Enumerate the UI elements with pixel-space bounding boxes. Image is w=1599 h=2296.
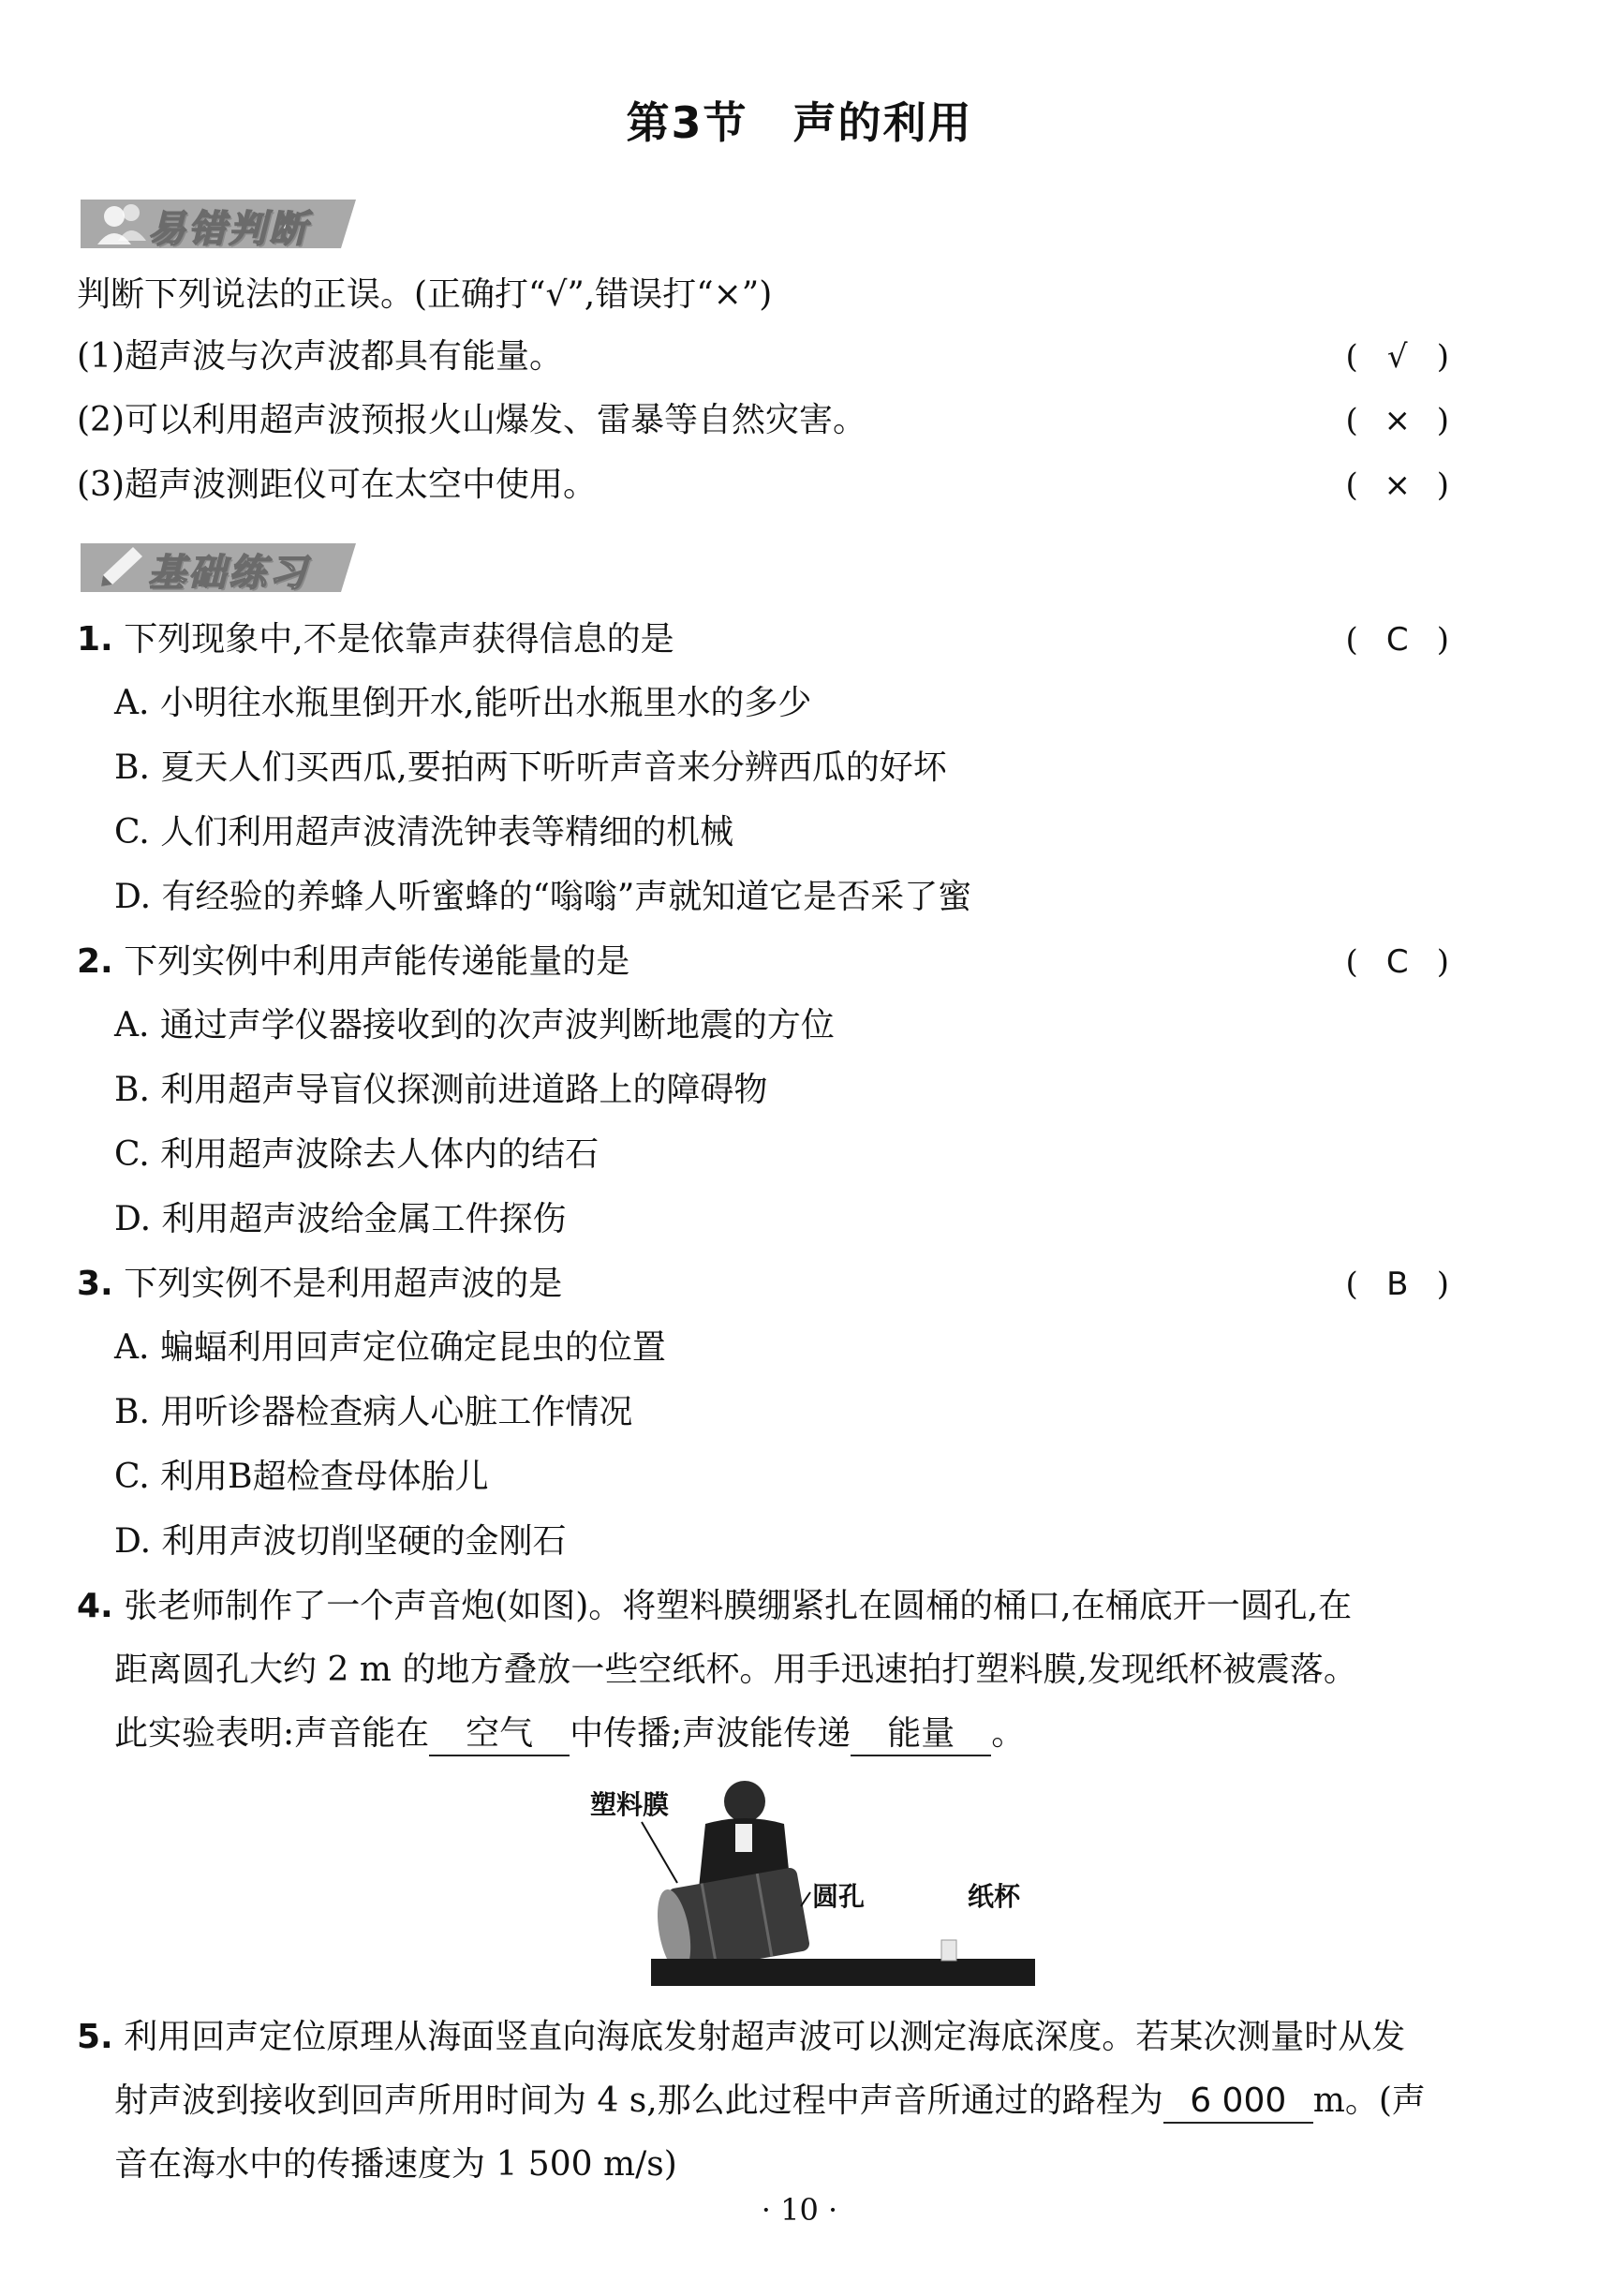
section-banner-basic-practice: [75, 536, 375, 600]
option-a: A. 通过声学仪器接收到的次声波判断地震的方位: [114, 1006, 835, 1044]
label-round-hole: 圆孔: [812, 1881, 866, 1912]
answer-bracket: ( × ): [1345, 462, 1449, 509]
judgement-instructions: 判断下列说法的正误。(正确打“√”,错误打“×”): [77, 275, 773, 314]
option-c: C. 利用超声波除去人体内的结石: [114, 1135, 600, 1174]
question-text: 张老师制作了一个声音炮(如图)。将塑料膜绷紧扎在圆桶的桶口,在桶底开一圆孔,在: [124, 1587, 1353, 1625]
label-paper-cup: 纸杯: [968, 1881, 1021, 1912]
question-number: 5.: [77, 2018, 113, 2056]
page-number: · 10 ·: [761, 2192, 838, 2228]
question-2: [77, 939, 1524, 985]
banner-title: 易错判断: [148, 208, 309, 251]
question-number: 2.: [77, 942, 113, 981]
option-b: B. 夏天人们买西瓜,要拍两下听听声音来分辨西瓜的好坏: [114, 748, 947, 787]
judgement-item-text: (1)超声波与次声波都具有能量。: [77, 337, 563, 376]
judgement-item-2: [77, 397, 1524, 444]
option-a: A. 蝙蝠利用回声定位确定昆虫的位置: [114, 1328, 666, 1367]
question-4-line-2: 距离圆孔大约 2 m 的地方叠放一些空纸杯。用手迅速拍打塑料膜,发现纸杯被震落。: [114, 1651, 1357, 1689]
fill-blank-distance: 6 000: [1163, 2081, 1313, 2124]
question-3: [77, 1261, 1524, 1308]
fill-blank-1: 空气: [429, 1713, 570, 1756]
option-b: B. 用听诊器检查病人心脏工作情况: [114, 1393, 633, 1431]
option-d: D. 利用声波切削坚硬的金刚石: [114, 1522, 567, 1561]
question-stem: 下列现象中,不是依靠声获得信息的是: [124, 620, 674, 659]
judgement-item-1: [77, 333, 1524, 380]
option-c: C. 人们利用超声波清洗钟表等精细的机械: [114, 813, 734, 852]
question-5-line-2: [114, 2078, 1562, 2125]
answer-bracket: ( C ): [1345, 939, 1449, 985]
fill-blank-2: 能量: [851, 1713, 991, 1756]
answer-choice: C: [1385, 621, 1409, 659]
answer-bracket: ( × ): [1345, 397, 1449, 444]
question-text: 。: [991, 1714, 1026, 1753]
answer-mark: √: [1386, 338, 1408, 376]
option-c: C. 利用B超检查母体胎儿: [114, 1458, 489, 1496]
sound-cannon-figure: [585, 1775, 1035, 1986]
answer-choice: C: [1385, 943, 1409, 981]
question-4-line-3: [114, 1711, 1562, 1757]
answer-bracket: ( B ): [1345, 1261, 1449, 1308]
option-b: B. 利用超声导盲仪探测前进道路上的障碍物: [114, 1071, 768, 1109]
question-number: 4.: [77, 1587, 113, 1625]
judgement-item-text: (2)可以利用超声波预报火山爆发、雷暴等自然灾害。: [77, 401, 866, 439]
question-number: 3.: [77, 1265, 113, 1303]
question-number: 1.: [77, 620, 113, 659]
answer-mark: ×: [1384, 467, 1411, 504]
question-1: [77, 616, 1524, 663]
answer-bracket: ( √ ): [1345, 333, 1449, 380]
label-plastic-membrane: 塑料膜: [590, 1789, 670, 1820]
question-stem: 下列实例中利用声能传递能量的是: [124, 942, 630, 981]
banner-title: 基础练习: [148, 552, 309, 595]
judgement-item-text: (3)超声波测距仪可在太空中使用。: [77, 466, 597, 504]
answer-bracket: ( C ): [1345, 616, 1449, 663]
option-d: D. 利用超声波给金属工件探伤: [114, 1200, 567, 1238]
question-5-line-3: 音在海水中的传播速度为 1 500 m/s): [114, 2145, 677, 2184]
section-banner-easy-mistakes: [75, 192, 375, 256]
question-5-line-1: [77, 2014, 1524, 2061]
judgement-item-3: [77, 462, 1524, 509]
page-title: 第3节 声的利用: [626, 97, 973, 148]
question-text: m。(声: [1312, 2081, 1426, 2120]
answer-choice: B: [1386, 1266, 1409, 1303]
answer-mark: ×: [1384, 402, 1411, 439]
option-d: D. 有经验的养蜂人听蜜蜂的“嗡嗡”声就知道它是否采了蜜: [114, 878, 972, 916]
question-stem: 下列实例不是利用超声波的是: [124, 1265, 563, 1303]
question-text: 射声波到接收到回声所用时间为 4 s,那么此过程中声音所通过的路程为: [114, 2081, 1163, 2120]
question-text: 此实验表明:声音能在: [114, 1714, 430, 1753]
question-text: 中传播;声波能传递: [570, 1714, 851, 1753]
question-4-line-1: [77, 1583, 1524, 1630]
question-text: 利用回声定位原理从海面竖直向海底发射超声波可以测定海底深度。若某次测量时从发: [124, 2018, 1406, 2056]
option-a: A. 小明往水瓶里倒开水,能听出水瓶里水的多少: [114, 684, 812, 722]
